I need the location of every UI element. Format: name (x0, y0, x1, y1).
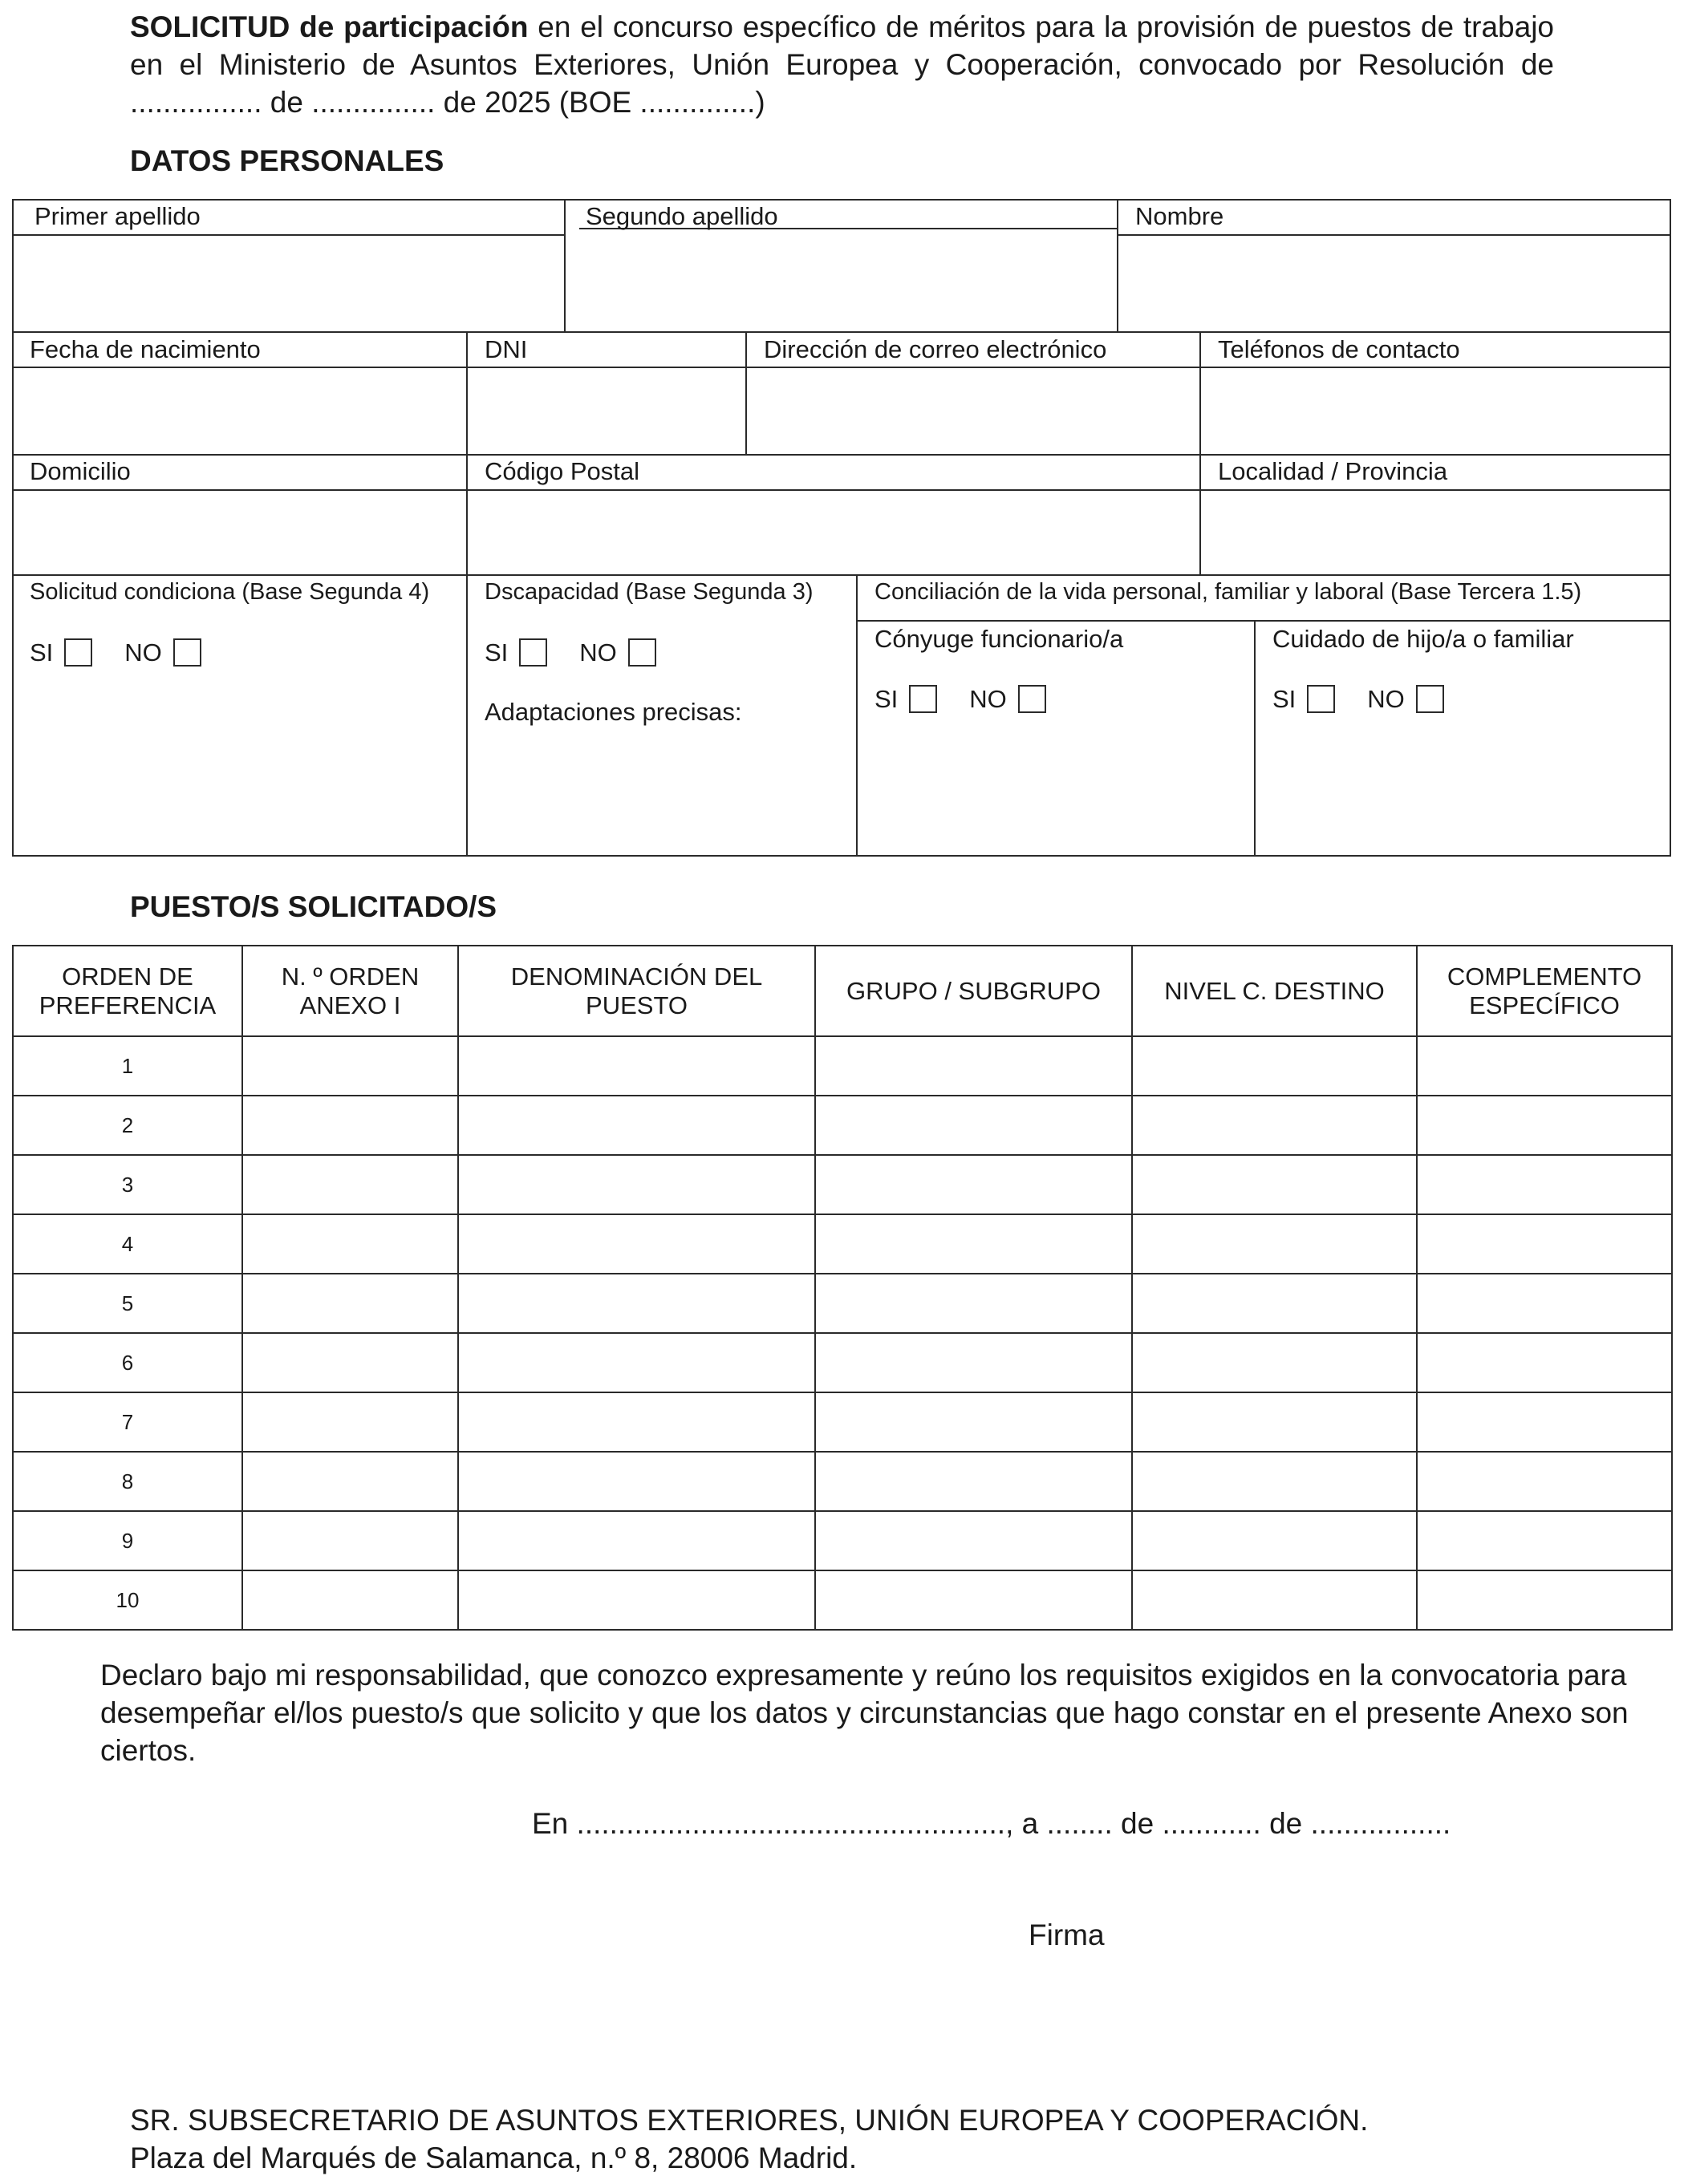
table-row (13, 1155, 1672, 1214)
cell-grupo[interactable] (815, 1392, 1132, 1452)
table-row (13, 1392, 1672, 1452)
col-denominacion: DENOMINACIÓN DEL PUESTO (458, 946, 815, 1036)
cuidado-si-label: SI (1272, 684, 1296, 713)
conyuge-no-checkbox[interactable] (1018, 685, 1046, 713)
cell-orden-anexo[interactable] (242, 1036, 458, 1096)
codigo-postal-label: Código Postal (485, 457, 640, 485)
cell-denominacion[interactable] (458, 1155, 815, 1214)
row-number: 2 (13, 1096, 242, 1155)
localidad-label: Localidad / Provincia (1218, 457, 1448, 485)
cell-nivel[interactable] (1132, 1096, 1417, 1155)
intro-paragraph (130, 8, 1554, 121)
primer-apellido-label: Primer apellido (34, 202, 201, 230)
cell-denominacion[interactable] (458, 1036, 815, 1096)
email-field[interactable] (747, 368, 1199, 454)
puestos-heading: PUESTO/S SOLICITADO/S (130, 890, 497, 923)
table-row (13, 1452, 1672, 1511)
intro-title: SOLICITUD de participación (130, 10, 529, 43)
condiciona-no-label: NO (124, 638, 162, 667)
table-row (13, 1096, 1672, 1155)
signature-area[interactable] (842, 1957, 1324, 2061)
cell-denominacion[interactable] (458, 1333, 815, 1392)
discapacidad-no-label: NO (579, 638, 617, 667)
col-complemento: COMPLEMENTO ESPECÍFICO (1417, 946, 1672, 1036)
personal-data-heading: DATOS PERSONALES (130, 144, 444, 177)
cell-grupo[interactable] (815, 1333, 1132, 1392)
conyuge-si-label: SI (874, 684, 899, 713)
table-row (13, 1274, 1672, 1333)
table-row (13, 1036, 1672, 1096)
cell-complemento[interactable] (1417, 1036, 1672, 1096)
cell-orden-anexo[interactable] (242, 1570, 458, 1630)
cell-orden-anexo[interactable] (242, 1333, 458, 1392)
condiciona-si-checkbox[interactable] (64, 638, 92, 667)
puestos-header-row (13, 946, 1672, 1036)
cell-complemento[interactable] (1417, 1511, 1672, 1570)
table-row (13, 1511, 1672, 1570)
cell-orden-anexo[interactable] (242, 1096, 458, 1155)
cell-denominacion[interactable] (458, 1570, 815, 1630)
col-grupo-subgrupo: GRUPO / SUBGRUPO (815, 946, 1132, 1036)
table-row (13, 1214, 1672, 1274)
puestos-table (12, 945, 1673, 1631)
row-number: 9 (13, 1511, 242, 1570)
row-number: 10 (13, 1570, 242, 1630)
telefonos-label: Teléfonos de contacto (1218, 335, 1460, 363)
cell-denominacion[interactable] (458, 1274, 815, 1333)
cell-complemento[interactable] (1417, 1096, 1672, 1155)
cell-orden-anexo[interactable] (242, 1511, 458, 1570)
nombre-field[interactable] (1118, 236, 1670, 331)
cell-grupo[interactable] (815, 1570, 1132, 1630)
row-number: 8 (13, 1452, 242, 1511)
cell-orden-anexo[interactable] (242, 1214, 458, 1274)
condiciona-options (30, 635, 233, 669)
cell-complemento[interactable] (1417, 1155, 1672, 1214)
row-number: 6 (13, 1333, 242, 1392)
cell-complemento[interactable] (1417, 1392, 1672, 1452)
cuidado-si-checkbox[interactable] (1307, 685, 1335, 713)
cell-nivel[interactable] (1132, 1452, 1417, 1511)
cell-complemento[interactable] (1417, 1570, 1672, 1630)
localidad-field[interactable] (1201, 491, 1670, 574)
intro-text: en el concurso específico de méritos para la provisión de puestos de trabajo en el Ministerio de Asuntos Exteriores, Unión Europea y Cooperación, convocado por Resolución de ................ de ............... de 2025 (BOE ..............) (130, 10, 1554, 119)
conyuge-options (874, 682, 1078, 715)
cell-grupo[interactable] (815, 1096, 1132, 1155)
codigo-postal-field[interactable] (468, 491, 1199, 574)
cell-denominacion[interactable] (458, 1452, 815, 1511)
cuidado-label: Cuidado de hijo/a o familiar (1272, 625, 1574, 653)
segundo-apellido-label: Segundo apellido (586, 202, 778, 230)
domicilio-field[interactable] (14, 491, 466, 574)
discapacidad-no-checkbox[interactable] (628, 638, 656, 667)
fecha-nacimiento-label: Fecha de nacimiento (30, 335, 261, 363)
destinatario-line1: SR. SUBSECRETARIO DE ASUNTOS EXTERIORES, UNIÓN EUROPEA Y COOPERACIÓN. (130, 2104, 1369, 2137)
cell-nivel[interactable] (1132, 1155, 1417, 1214)
row-number: 3 (13, 1155, 242, 1214)
cell-nivel[interactable] (1132, 1511, 1417, 1570)
cell-nivel[interactable] (1132, 1214, 1417, 1274)
cuidado-options (1272, 682, 1476, 715)
condiciona-si-label: SI (30, 638, 54, 667)
cell-orden-anexo[interactable] (242, 1392, 458, 1452)
segundo-apellido-field[interactable] (566, 229, 1117, 331)
dni-label: DNI (485, 335, 528, 363)
cell-complemento[interactable] (1417, 1333, 1672, 1392)
conyuge-si-checkbox[interactable] (909, 685, 937, 713)
primer-apellido-field[interactable] (14, 236, 564, 331)
row-number: 4 (13, 1214, 242, 1274)
cell-nivel[interactable] (1132, 1036, 1417, 1096)
discapacidad-label: Dscapacidad (Base Segunda 3) (485, 579, 814, 605)
cell-complemento[interactable] (1417, 1214, 1672, 1274)
cell-grupo[interactable] (815, 1155, 1132, 1214)
cuidado-no-checkbox[interactable] (1416, 685, 1444, 713)
col-orden-anexo: N. º ORDEN ANEXO I (242, 946, 458, 1036)
condiciona-label: Solicitud condiciona (Base Segunda 4) (30, 579, 430, 605)
cell-orden-anexo[interactable] (242, 1452, 458, 1511)
cell-denominacion[interactable] (458, 1392, 815, 1452)
cell-denominacion[interactable] (458, 1214, 815, 1274)
cell-grupo[interactable] (815, 1274, 1132, 1333)
cell-grupo[interactable] (815, 1452, 1132, 1511)
col-nivel-destino: NIVEL C. DESTINO (1132, 946, 1417, 1036)
cell-nivel[interactable] (1132, 1333, 1417, 1392)
adaptaciones-field[interactable] (485, 734, 850, 850)
conyuge-no-label: NO (969, 684, 1007, 713)
conyuge-label: Cónyuge funcionario/a (874, 625, 1124, 653)
destinatario-line2: Plaza del Marqués de Salamanca, n.º 8, 28006 Madrid. (130, 2141, 858, 2174)
cell-orden-anexo[interactable] (242, 1274, 458, 1333)
discapacidad-si-label: SI (485, 638, 509, 667)
declaracion-text: Declaro bajo mi responsabilidad, que conozco expresamente y reúno los requisitos exigidos en la convocatoria para desempeñar el/los puesto/s que solicito y que los datos y circunstancias que hago constar en el presente Anexo son ciertos. (100, 1659, 1629, 1767)
domicilio-label: Domicilio (30, 457, 131, 485)
row-number: 5 (13, 1274, 242, 1333)
discapacidad-options (485, 635, 688, 669)
cell-complemento[interactable] (1417, 1452, 1672, 1511)
table-row (13, 1570, 1672, 1630)
condiciona-no-checkbox[interactable] (173, 638, 201, 667)
lugar-fecha-line: En ...................................................., a ........ de ............ de ................. (532, 1807, 1451, 1840)
cell-denominacion[interactable] (458, 1096, 815, 1155)
cell-grupo[interactable] (815, 1214, 1132, 1274)
discapacidad-si-checkbox[interactable] (519, 638, 547, 667)
table-row (13, 1333, 1672, 1392)
cuidado-no-label: NO (1367, 684, 1405, 713)
email-label: Dirección de correo electrónico (764, 335, 1107, 363)
cell-complemento[interactable] (1417, 1274, 1672, 1333)
telefonos-field[interactable] (1201, 368, 1670, 454)
nombre-label: Nombre (1135, 202, 1224, 230)
row-number: 1 (13, 1036, 242, 1096)
dni-field[interactable] (468, 368, 745, 454)
cell-grupo[interactable] (815, 1036, 1132, 1096)
firma-label: Firma (1029, 1919, 1105, 1951)
cell-grupo[interactable] (815, 1511, 1132, 1570)
cell-nivel[interactable] (1132, 1274, 1417, 1333)
conciliacion-label: Conciliación de la vida personal, familiar y laboral (Base Tercera 1.5) (874, 579, 1582, 605)
row-number: 7 (13, 1392, 242, 1452)
cell-orden-anexo[interactable] (242, 1155, 458, 1214)
cell-nivel[interactable] (1132, 1570, 1417, 1630)
adaptaciones-label: Adaptaciones precisas: (485, 698, 742, 726)
col-orden-preferencia: ORDEN DE PREFERENCIA (13, 946, 242, 1036)
cell-nivel[interactable] (1132, 1392, 1417, 1452)
cell-denominacion[interactable] (458, 1511, 815, 1570)
fecha-nacimiento-field[interactable] (14, 368, 466, 454)
destinatario-block (130, 2101, 1368, 2177)
